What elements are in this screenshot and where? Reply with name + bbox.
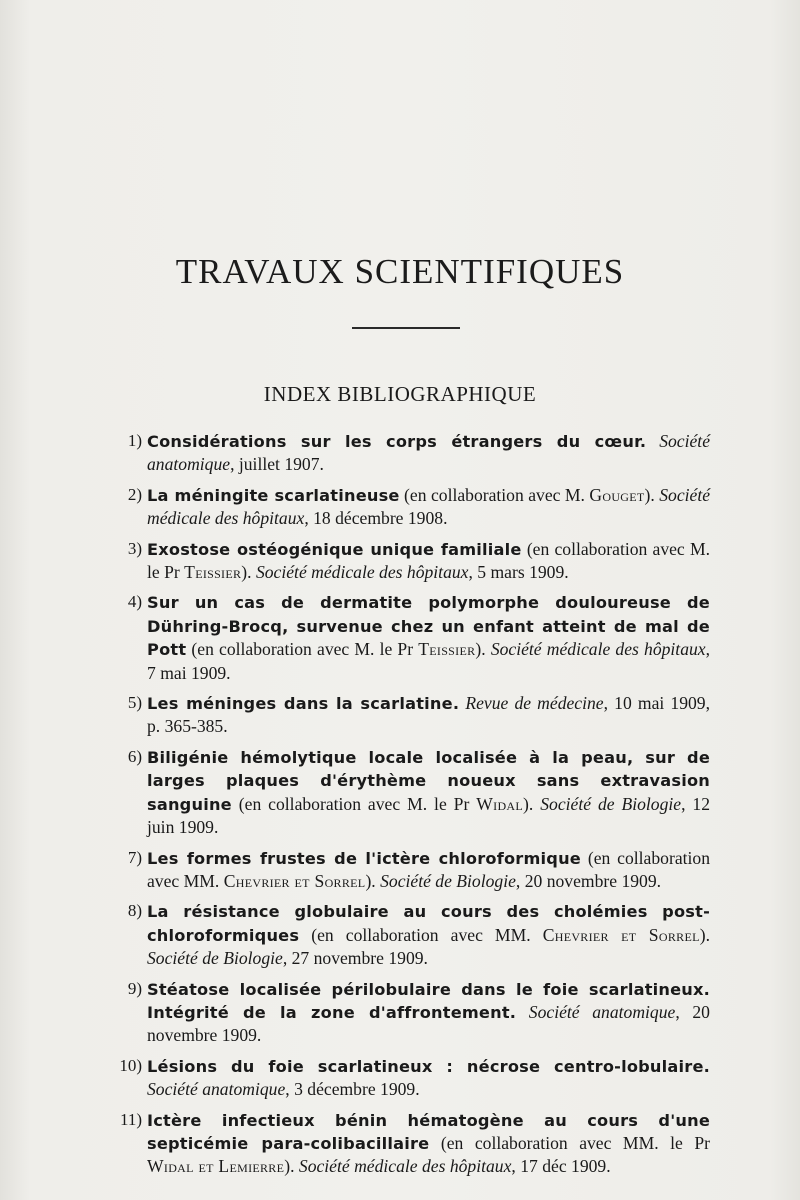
entry-collaborators: Chevrier et Sorrel — [223, 870, 366, 891]
entry-date: , 7 mai 1909. — [147, 639, 710, 683]
entry-title: Exostose ostéogénique unique familiale — [147, 539, 522, 559]
entry-number: 10) — [119, 1055, 142, 1075]
entry-number: 1) — [127, 431, 142, 450]
entry-collaborators: Chevrier et Sorrel — [542, 924, 700, 945]
entry-date: , 20 novembre 1909. — [147, 1001, 710, 1046]
entry-venue: Société médicale des hôpitaux — [490, 639, 706, 660]
entry-date: , 10 mai 1909, p. 365-385. — [147, 693, 710, 737]
entry-number: 11) — [119, 1109, 142, 1129]
entry-date: , 20 novembre 1909. — [515, 870, 662, 891]
entry-collaboration: (en collaboration avec MM. — [299, 924, 543, 945]
entry-collaboration-end: ). — [284, 1156, 299, 1177]
bibliography-entry — [110, 847, 710, 893]
bibliography-entry — [110, 538, 710, 584]
entry-collaborators: Widal — [476, 793, 524, 814]
bibliography-entry — [110, 1055, 710, 1101]
entry-date: , 5 mars 1909. — [468, 562, 569, 583]
entry-collaborators: Gouget — [589, 484, 645, 505]
entry-number: 5) — [127, 693, 142, 713]
entry-collaboration: (en collaboration avec MM. — [147, 847, 710, 891]
entry-collaboration: (en collaboration avec M. le Pr — [147, 538, 710, 583]
entry-venue: Société de Biologie — [540, 793, 682, 814]
entry-venue: Société médicale des hôpitaux — [255, 562, 469, 583]
entry-venue: Société anatomique — [528, 1001, 676, 1022]
entry-collaboration-end: ). — [475, 639, 491, 660]
entry-title: La méningite scarlatineuse — [147, 485, 400, 505]
entry-collaborators: Teissier — [184, 562, 242, 583]
entry-number: 8) — [127, 901, 142, 921]
entry-venue: Société anatomique — [147, 431, 710, 475]
entry-number: 2) — [127, 484, 142, 504]
entry-title: La résistance globulaire au cours des cholémies post-chloroformiques — [147, 902, 710, 945]
entry-date: , 12 juin 1909. — [147, 793, 711, 838]
entry-venue: Revue de médecine — [465, 693, 604, 714]
bibliography-entry — [110, 978, 710, 1047]
entry-collaboration-end: ). — [365, 870, 381, 891]
entry-collaboration-end: ). — [644, 484, 660, 505]
bibliography-entry — [110, 591, 710, 684]
entry-date: , 18 décembre 1908. — [304, 508, 448, 529]
entry-collaboration: (en collaboration avec M. — [399, 484, 590, 505]
page-title: TRAVAUX SCIENTIFIQUES — [175, 252, 625, 291]
entry-collaboration-end: ). — [241, 562, 256, 583]
entry-venue: Société de Biologie — [147, 948, 283, 969]
entry-title: Stéatose localisée périlobulaire dans le foie scarlatineux. Intégrité de la zone d'affrontement. — [147, 979, 710, 1022]
entry-number: 3) — [127, 538, 142, 558]
title-divider — [352, 327, 460, 329]
bibliography-entry — [110, 1109, 710, 1178]
section-heading: INDEX BIBLIOGRAPHIQUE — [263, 382, 537, 406]
bibliography-entry — [110, 746, 710, 839]
entry-date: , juillet 1907. — [230, 454, 324, 475]
entry-collaboration-end: ). — [699, 924, 710, 945]
entry-title: Les méninges dans la scarlatine. — [147, 694, 460, 714]
entry-title: Biligénie hémolytique locale localisée à la peau, sur de larges plaques d'érythème noueux sans extravasion sanguine — [147, 747, 710, 814]
entry-number: 4) — [127, 592, 142, 612]
entry-title: Sur un cas de dermatite polymorphe douloureuse de Dühring-Brocq, survenue chez un enfant atteint de mal de Pott — [147, 593, 710, 660]
entry-number: 9) — [127, 978, 142, 998]
bibliography-entry — [110, 484, 710, 530]
bibliography-entry — [110, 900, 710, 969]
entry-title: Ictère infectieux bénin hématogène au cours d'une septicémie para-colibacillaire — [147, 1110, 710, 1153]
entry-collaborators: Teissier — [418, 639, 476, 660]
entry-number: 7) — [127, 847, 142, 867]
entry-collaboration: (en collaboration avec M. le Pr — [231, 793, 477, 814]
bibliography-list — [110, 430, 710, 1186]
bibliography-entry — [110, 430, 710, 476]
entry-venue: Société médicale des hôpitaux — [147, 484, 711, 529]
entry-collaboration: (en collaboration avec MM. le Pr — [429, 1132, 710, 1153]
entry-collaborators: Widal et Lemierre — [147, 1156, 285, 1177]
entry-collaboration: (en collaboration avec M. le Pr — [186, 639, 419, 660]
entry-date: , 3 décembre 1909. — [285, 1079, 420, 1100]
entry-venue: Société de Biologie — [380, 870, 516, 891]
entry-collaboration-end: ). — [523, 793, 541, 814]
entry-date: , 17 déc 1909. — [511, 1156, 611, 1177]
entry-number: 6) — [127, 746, 142, 766]
entry-date: , 27 novembre 1909. — [282, 948, 428, 969]
entry-venue: Société anatomique — [147, 1079, 286, 1100]
entry-title: Lésions du foie scarlatineux : nécrose centro-lobulaire. — [147, 1056, 710, 1076]
bibliography-entry — [110, 692, 710, 738]
entry-venue: Société médicale des hôpitaux — [298, 1156, 512, 1177]
entry-title: Les formes frustes de l'ictère chloroformique — [147, 848, 581, 868]
entry-title: Considérations sur les corps étrangers du cœur. — [147, 432, 647, 451]
